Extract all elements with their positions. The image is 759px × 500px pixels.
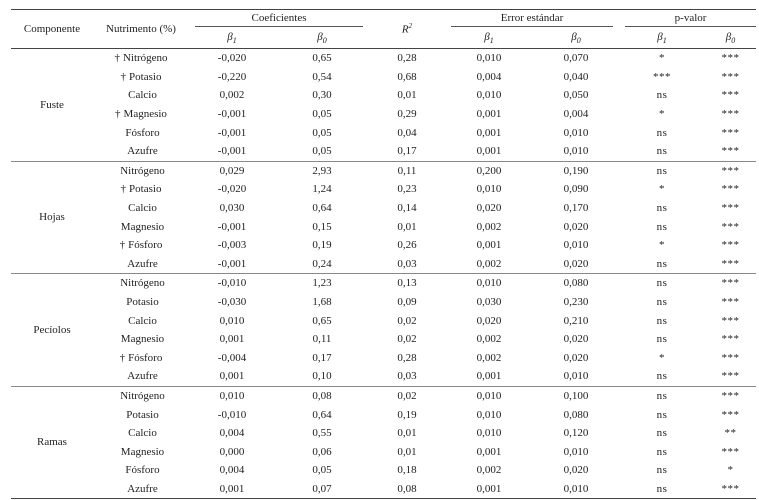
coef-beta0-cell: 0,11 xyxy=(312,333,332,346)
coef-beta0-cell: 0,55 xyxy=(312,427,332,440)
error-beta0-cell: 0,120 xyxy=(563,427,589,440)
table-row xyxy=(11,68,756,87)
error-beta1-cell: 0,001 xyxy=(476,445,502,458)
coef-beta0-cell: 0,15 xyxy=(312,220,332,233)
table-row xyxy=(11,461,756,480)
error-beta0-cell: 0,090 xyxy=(563,183,589,196)
dagger-mark: † xyxy=(114,52,120,65)
r2-cell: 0,11 xyxy=(397,164,417,177)
coef-beta1-cell: 0,002 xyxy=(219,89,245,102)
table-row xyxy=(11,142,756,161)
error-beta1-cell: 0,010 xyxy=(476,427,502,440)
r2-cell: 0,28 xyxy=(397,52,417,65)
p-beta1-cell: ns xyxy=(656,389,668,402)
nutrimento-cell xyxy=(93,161,189,180)
coef-beta1-cell: -0,020 xyxy=(217,183,247,196)
r2-cell: 0,09 xyxy=(397,296,417,309)
p-beta0-cell: *** xyxy=(721,333,740,346)
r2-cell: 0,23 xyxy=(397,183,417,196)
nutrimento-cell xyxy=(93,424,189,443)
p-beta0-cell: *** xyxy=(721,202,740,215)
table-row xyxy=(11,405,756,424)
coef-beta0-cell: 0,06 xyxy=(312,445,332,458)
coef-beta1-cell: -0,010 xyxy=(217,277,247,290)
p-beta1-cell: ns xyxy=(619,480,705,499)
p-beta1-cell: ns xyxy=(656,277,668,290)
p-beta1-cell: ns xyxy=(656,464,668,477)
nutrimento-label: Fósforo xyxy=(128,239,163,252)
p-beta0-cell: *** xyxy=(721,108,740,121)
coef-beta1-cell: -0,001 xyxy=(217,126,247,139)
p-beta0-cell: *** xyxy=(721,277,740,290)
error-beta0-cell: 0,010 xyxy=(563,445,589,458)
table-row xyxy=(11,330,756,349)
nutrimento-label: Potasio xyxy=(129,70,162,83)
error-beta1-cell: 0,002 xyxy=(476,333,502,346)
nutrimento-label: Fósforo xyxy=(128,351,163,364)
componente-cell: Hojas xyxy=(11,161,93,274)
r2-cell: 0,13 xyxy=(397,277,417,290)
r2-cell: 0,19 xyxy=(397,408,417,421)
header-error-beta1: $\beta_1$ xyxy=(445,29,533,49)
r2-cell: 0,29 xyxy=(397,108,417,121)
table-row xyxy=(11,367,756,386)
coef-beta0-cell: 0,19 xyxy=(312,239,332,252)
coef-beta0-cell: 0,05 xyxy=(312,464,332,477)
r2-cell: 0,01 xyxy=(397,445,417,458)
coef-beta1-cell: 0,001 xyxy=(219,370,245,383)
coef-beta0-cell: 0,64 xyxy=(312,408,332,421)
coef-beta1-cell: -0,001 xyxy=(217,220,247,233)
r2-cell: 0,08 xyxy=(369,480,445,499)
p-beta1-cell: ns xyxy=(656,145,668,158)
nutrimento-cell xyxy=(93,442,189,461)
header-r2: $R^2$ xyxy=(369,10,445,49)
table-row xyxy=(11,180,756,199)
header-p-beta1: $\beta_1$ xyxy=(619,29,705,49)
nutrimento-cell xyxy=(93,461,189,480)
table-row xyxy=(11,123,756,142)
nutrimento-cell xyxy=(93,367,189,386)
error-beta0-cell: 0,100 xyxy=(563,389,589,402)
p-beta0-cell: *** xyxy=(721,220,740,233)
error-beta0-cell: 0,010 xyxy=(563,239,589,252)
table-row xyxy=(11,311,756,330)
p-beta1-cell: *** xyxy=(653,70,672,83)
coef-beta1-cell: -0,001 xyxy=(217,108,247,121)
nutrimento-cell xyxy=(93,349,189,368)
nutrimento-label: Azufre xyxy=(127,370,158,383)
coef-beta0-cell: 0,08 xyxy=(312,389,332,402)
error-beta0-cell: 0,020 xyxy=(563,333,589,346)
error-beta1-cell: 0,002 xyxy=(476,351,502,364)
nutrimento-label: Potasio xyxy=(126,296,159,309)
nutrimento-cell xyxy=(93,311,189,330)
error-beta0-cell: 0,080 xyxy=(563,408,589,421)
coef-beta1-cell: 0,010 xyxy=(219,314,245,327)
nutrimento-label: Azufre xyxy=(127,482,158,495)
p-beta1-cell: * xyxy=(659,239,666,252)
r2-cell: 0,02 xyxy=(397,333,417,346)
coef-beta0-cell: 1,24 xyxy=(312,183,332,196)
nutrimento-label: Calcio xyxy=(128,89,157,102)
coef-beta1-cell: 0,001 xyxy=(189,480,275,499)
nutrimento-label: Potasio xyxy=(129,183,162,196)
p-beta0-cell: ** xyxy=(724,427,737,440)
table-row xyxy=(11,255,756,274)
table-row xyxy=(11,424,756,443)
error-beta0-cell: 0,190 xyxy=(563,164,589,177)
nutrimento-label: Nitrógeno xyxy=(120,164,165,177)
error-beta1-cell: 0,010 xyxy=(476,277,502,290)
nutrimento-cell xyxy=(93,180,189,199)
r2-cell: 0,04 xyxy=(397,126,417,139)
table-row xyxy=(11,105,756,124)
p-beta0-cell: *** xyxy=(721,389,740,402)
coef-beta0-cell: 0,17 xyxy=(312,351,332,364)
nutrimento-cell xyxy=(93,274,189,293)
table-row xyxy=(11,217,756,236)
header-coef-beta0: $\beta_0$ xyxy=(275,29,369,49)
error-beta1-cell: 0,010 xyxy=(476,408,502,421)
nutrimento-label: Potasio xyxy=(126,408,159,421)
error-beta1-cell: 0,010 xyxy=(476,52,502,65)
table-row xyxy=(11,199,756,218)
coef-beta1-cell: 0,010 xyxy=(219,389,245,402)
coef-beta1-cell: -0,010 xyxy=(217,408,247,421)
error-beta1-cell: 0,001 xyxy=(445,480,533,499)
coef-beta1-cell: -0,001 xyxy=(217,257,247,270)
p-beta1-cell: * xyxy=(659,108,666,121)
p-beta1-cell: ns xyxy=(656,89,668,102)
error-beta1-cell: 0,020 xyxy=(476,202,502,215)
p-beta0-cell: *** xyxy=(721,70,740,83)
error-beta0-cell: 0,010 xyxy=(563,370,589,383)
nutrimento-label: Calcio xyxy=(128,314,157,327)
coef-beta1-cell: 0,004 xyxy=(219,427,245,440)
nutrimento-cell xyxy=(93,330,189,349)
nutrimento-cell xyxy=(93,217,189,236)
nutrimento-label: Fósforo xyxy=(125,126,160,139)
error-beta0-cell: 0,230 xyxy=(563,296,589,309)
r2-cell: 0,01 xyxy=(397,89,417,102)
error-beta1-cell: 0,010 xyxy=(476,389,502,402)
p-beta1-cell: ns xyxy=(656,126,668,139)
table-row xyxy=(11,349,756,368)
coef-beta1-cell: 0,030 xyxy=(219,202,245,215)
error-beta1-cell: 0,002 xyxy=(476,220,502,233)
coef-beta1-cell: -0,220 xyxy=(217,70,247,83)
table-row xyxy=(11,480,756,499)
coef-beta0-cell: 0,24 xyxy=(312,257,332,270)
r2-cell: 0,26 xyxy=(397,239,417,252)
coef-beta1-cell: -0,001 xyxy=(217,145,247,158)
p-beta1-cell: ns xyxy=(656,164,668,177)
regression-table xyxy=(11,9,756,499)
nutrimento-label: Azufre xyxy=(127,145,158,158)
error-beta1-cell: 0,002 xyxy=(476,464,502,477)
error-beta1-cell: 0,030 xyxy=(476,296,502,309)
error-beta1-cell: 0,020 xyxy=(476,314,502,327)
error-beta0-cell: 0,210 xyxy=(563,314,589,327)
r2-cell: 0,17 xyxy=(397,145,417,158)
table-row xyxy=(11,161,756,180)
nutrimento-label: Nitrógeno xyxy=(120,389,165,402)
coef-beta1-cell: 0,000 xyxy=(219,445,245,458)
error-beta1-cell: 0,004 xyxy=(476,70,502,83)
error-beta0-cell: 0,004 xyxy=(563,108,589,121)
error-beta0-cell: 0,010 xyxy=(563,145,589,158)
coef-beta0-cell: 1,68 xyxy=(312,296,332,309)
table-body xyxy=(11,49,756,499)
error-beta0-cell: 0,020 xyxy=(563,351,589,364)
p-beta1-cell: ns xyxy=(656,314,668,327)
nutrimento-cell xyxy=(93,68,189,87)
coef-beta0-cell: 0,30 xyxy=(312,89,332,102)
r2-cell: 0,03 xyxy=(397,257,417,270)
nutrimento-label: Magnesio xyxy=(123,108,167,121)
p-beta1-cell: ns xyxy=(656,370,668,383)
error-beta1-cell: 0,010 xyxy=(476,183,502,196)
header-componente: Componente xyxy=(11,10,93,49)
error-beta1-cell: 0,001 xyxy=(476,108,502,121)
table-row xyxy=(11,236,756,255)
p-beta1-cell: ns xyxy=(656,257,668,270)
header-p-beta0: $\beta_0$ xyxy=(705,29,756,49)
coef-beta0-cell: 0,54 xyxy=(312,70,332,83)
dagger-mark: † xyxy=(115,108,121,121)
coef-beta1-cell: 0,004 xyxy=(219,464,245,477)
p-beta1-cell: ns xyxy=(656,296,668,309)
nutrimento-label: Azufre xyxy=(127,257,158,270)
error-beta0-cell: 0,040 xyxy=(563,70,589,83)
header-nutrimento: Nutrimento (%) xyxy=(93,10,189,49)
coef-beta1-cell: -0,003 xyxy=(217,239,247,252)
p-beta0-cell: *** xyxy=(721,183,740,196)
nutrimento-cell xyxy=(93,199,189,218)
coef-beta1-cell: 0,001 xyxy=(219,333,245,346)
p-beta1-cell: ns xyxy=(656,202,668,215)
p-beta0-cell: *** xyxy=(721,408,740,421)
coef-beta0-cell: 0,05 xyxy=(312,126,332,139)
nutrimento-label: Calcio xyxy=(128,427,157,440)
p-beta0-cell: *** xyxy=(721,89,740,102)
error-beta0-cell: 0,080 xyxy=(563,277,589,290)
componente-cell: Fuste xyxy=(40,98,64,111)
nutrimento-cell xyxy=(93,49,189,68)
nutrimento-label: Nitrógeno xyxy=(120,277,165,290)
r2-cell: 0,01 xyxy=(397,427,417,440)
error-beta0-cell: 0,050 xyxy=(563,89,589,102)
nutrimento-cell xyxy=(93,142,189,161)
table-row xyxy=(11,386,756,405)
p-beta0-cell: *** xyxy=(721,239,740,252)
error-beta0-cell: 0,020 xyxy=(563,220,589,233)
error-beta1-cell: 0,001 xyxy=(476,370,502,383)
nutrimento-cell xyxy=(93,255,189,274)
componente-cell: Ramas xyxy=(11,386,93,499)
p-beta0-cell: *** xyxy=(721,126,740,139)
p-beta0-cell: *** xyxy=(721,351,740,364)
nutrimento-cell xyxy=(93,386,189,405)
header-p-valor: p-valor xyxy=(619,10,756,30)
p-beta0-cell: *** xyxy=(721,257,740,270)
error-beta1-cell: 0,200 xyxy=(476,164,502,177)
coef-beta1-cell: -0,020 xyxy=(217,52,247,65)
p-beta1-cell: ns xyxy=(656,427,668,440)
p-beta1-cell: * xyxy=(659,183,666,196)
error-beta0-cell: 0,070 xyxy=(563,52,589,65)
nutrimento-label: Fósforo xyxy=(125,464,160,477)
error-beta1-cell: 0,010 xyxy=(476,89,502,102)
error-beta1-cell: 0,001 xyxy=(476,126,502,139)
nutrimento-cell xyxy=(93,105,189,124)
p-beta1-cell: * xyxy=(659,351,666,364)
nutrimento-label: Magnesio xyxy=(120,220,165,233)
error-beta1-cell: 0,001 xyxy=(476,145,502,158)
error-beta0-cell: 0,170 xyxy=(563,202,589,215)
error-beta0-cell: 0,020 xyxy=(563,464,589,477)
p-beta0-cell: *** xyxy=(705,480,756,499)
table-row xyxy=(11,49,756,68)
dagger-mark: † xyxy=(119,239,126,252)
nutrimento-cell xyxy=(93,236,189,255)
p-beta1-cell: * xyxy=(659,52,666,65)
error-beta1-cell: 0,001 xyxy=(476,239,502,252)
r2-cell: 0,02 xyxy=(397,314,417,327)
nutrimento-cell xyxy=(93,123,189,142)
nutrimento-label: Calcio xyxy=(128,202,157,215)
componente-cell: Pecíolos xyxy=(11,274,93,387)
nutrimento-label: Nitrógeno xyxy=(122,52,168,65)
r2-cell: 0,14 xyxy=(397,202,417,215)
nutrimento-cell xyxy=(93,293,189,312)
nutrimento-label: Magnesio xyxy=(120,445,165,458)
p-beta0-cell: *** xyxy=(721,145,740,158)
table-row xyxy=(11,442,756,461)
coef-beta0-cell: 0,65 xyxy=(312,52,332,65)
table-row xyxy=(11,86,756,105)
error-beta1-cell: 0,002 xyxy=(476,257,502,270)
p-beta0-cell: * xyxy=(727,464,734,477)
error-beta0-cell: 0,010 xyxy=(563,126,589,139)
table-row xyxy=(11,274,756,293)
p-beta1-cell: ns xyxy=(656,408,668,421)
coef-beta1-cell: -0,030 xyxy=(217,296,247,309)
error-beta0-cell: 0,020 xyxy=(563,257,589,270)
coef-beta0-cell: 0,10 xyxy=(312,370,332,383)
nutrimento-cell xyxy=(93,480,189,499)
dagger-mark: † xyxy=(120,183,127,196)
dagger-mark: † xyxy=(119,351,126,364)
header-coef-beta1: $\beta_1$ xyxy=(189,29,275,49)
r2-cell: 0,28 xyxy=(397,351,417,364)
header-error-beta0: $\beta_0$ xyxy=(533,29,619,49)
nutrimento-cell xyxy=(93,405,189,424)
coef-beta0-cell: 0,65 xyxy=(312,314,332,327)
coef-beta0-cell: 2,93 xyxy=(312,164,332,177)
p-beta1-cell: ns xyxy=(656,220,668,233)
coef-beta0-cell: 0,05 xyxy=(312,108,332,121)
coef-beta1-cell: 0,029 xyxy=(219,164,245,177)
coef-beta1-cell: -0,004 xyxy=(217,351,247,364)
coef-beta0-cell: 0,07 xyxy=(275,480,369,499)
nutrimento-label: Magnesio xyxy=(120,333,165,346)
p-beta0-cell: *** xyxy=(721,164,740,177)
header-error-estandar: Error estándar xyxy=(445,10,619,30)
r2-cell: 0,03 xyxy=(397,370,417,383)
p-beta0-cell: *** xyxy=(721,445,740,458)
r2-cell: 0,68 xyxy=(397,70,417,83)
p-beta1-cell: ns xyxy=(656,333,668,346)
nutrimento-cell xyxy=(93,86,189,105)
coef-beta0-cell: 1,23 xyxy=(312,277,332,290)
error-beta0-cell: 0,010 xyxy=(533,480,619,499)
p-beta0-cell: *** xyxy=(721,370,740,383)
coef-beta0-cell: 0,64 xyxy=(312,202,332,215)
table-header xyxy=(11,10,756,49)
r2-cell: 0,01 xyxy=(397,220,417,233)
p-beta0-cell: *** xyxy=(721,52,740,65)
r2-cell: 0,02 xyxy=(397,389,417,402)
p-beta0-cell: *** xyxy=(721,296,740,309)
coef-beta0-cell: 0,05 xyxy=(312,145,332,158)
header-coeficientes: Coeficientes xyxy=(189,10,369,30)
p-beta0-cell: *** xyxy=(721,314,740,327)
table-row xyxy=(11,293,756,312)
r2-cell: 0,18 xyxy=(397,464,417,477)
dagger-mark: † xyxy=(120,70,127,83)
p-beta1-cell: ns xyxy=(656,445,668,458)
